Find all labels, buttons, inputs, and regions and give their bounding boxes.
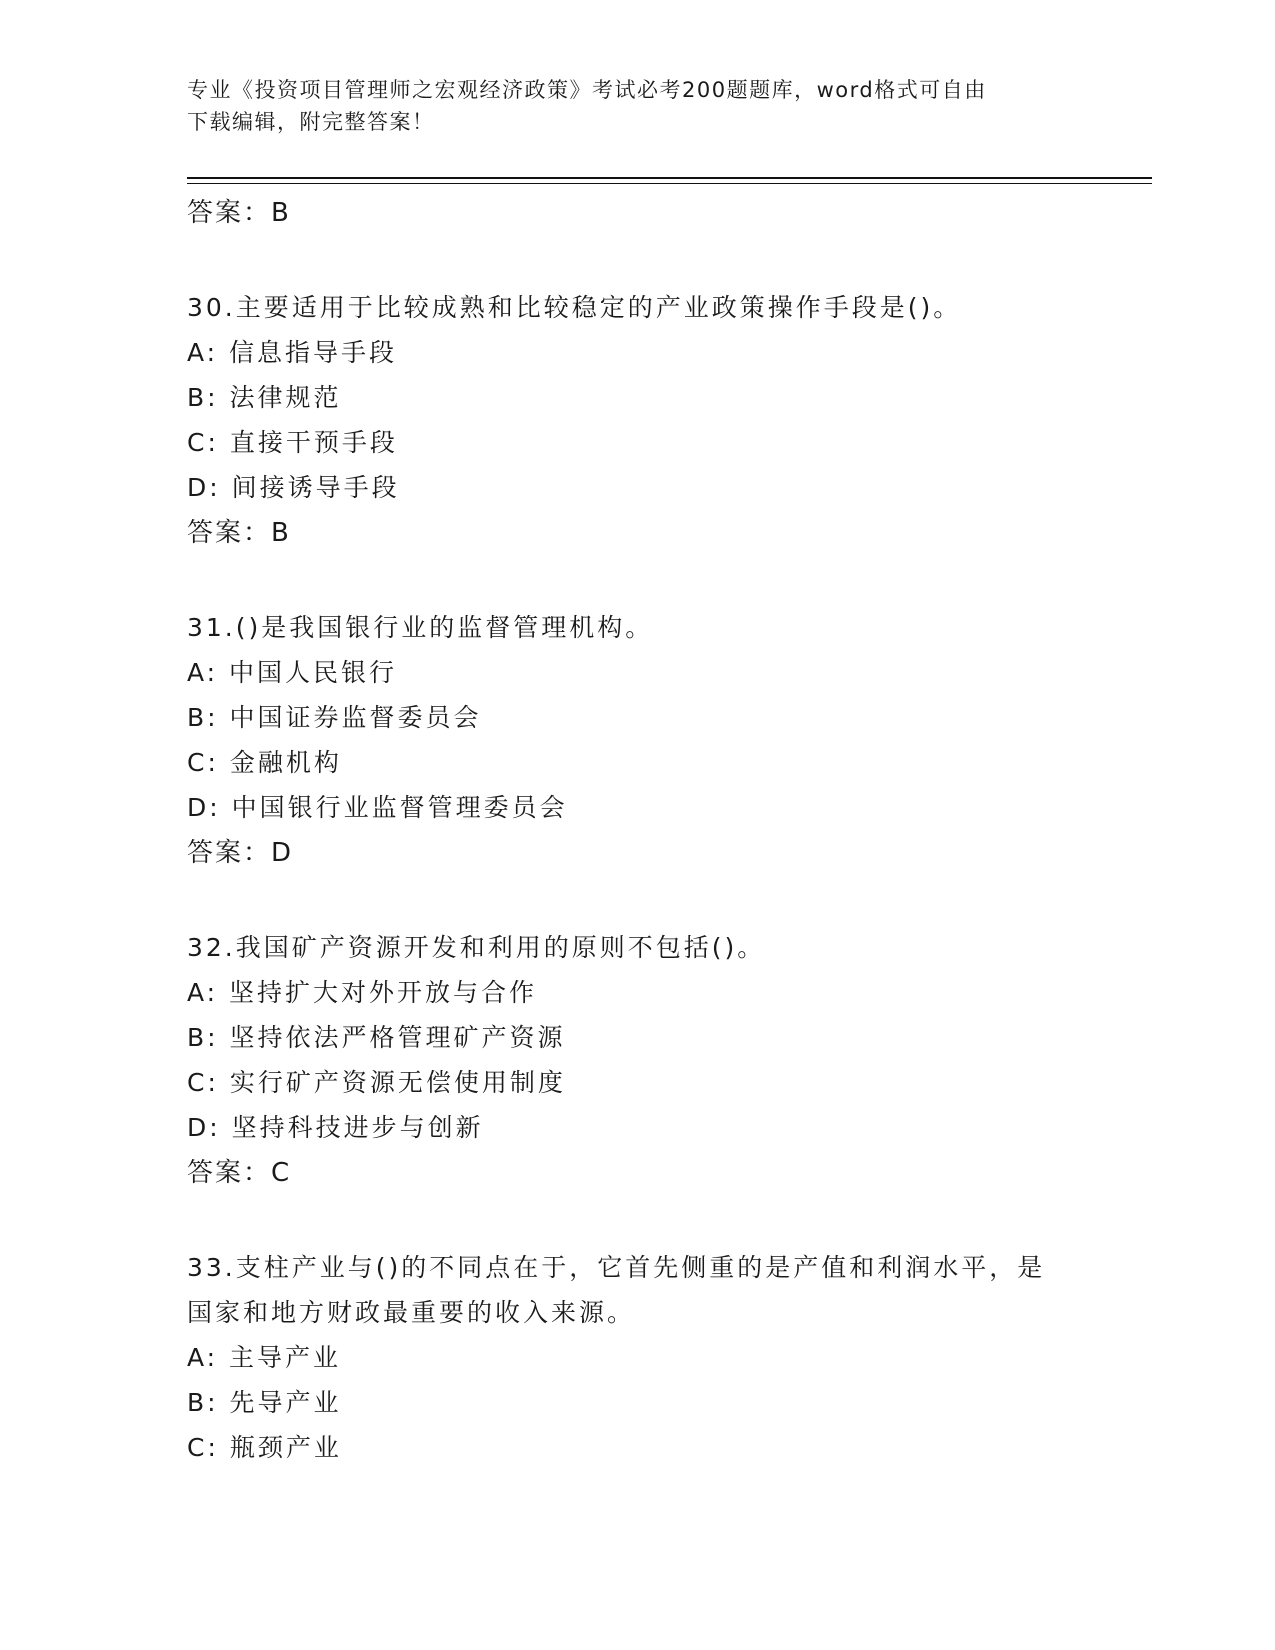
option-c: C: 金融机构 — [187, 748, 342, 777]
question-32 — [187, 925, 1087, 1196]
option-c: C: 瓶颈产业 — [187, 1433, 342, 1462]
question-stem: 32.我国矿产资源开发和利用的原则不包括()。 — [187, 933, 766, 962]
question-list — [187, 190, 1087, 1470]
option-c: C: 实行矿产资源无偿使用制度 — [187, 1068, 566, 1097]
option-d: D: 坚持科技进步与创新 — [187, 1113, 484, 1142]
option-a: A: 中国人民银行 — [187, 658, 398, 687]
question-stem: 31.()是我国银行业的监督管理机构。 — [187, 613, 654, 642]
header-divider-thin — [187, 183, 1152, 184]
document-header — [187, 74, 1087, 138]
option-d: D: 中国银行业监督管理委员会 — [187, 793, 568, 822]
option-a: A: 主导产业 — [187, 1343, 342, 1372]
question-30 — [187, 285, 1087, 556]
previous-answer: 答案：B — [187, 198, 291, 228]
question-stem-line-1: 33.支柱产业与()的不同点在于，它首先侧重的是产值和利润水平，是 — [187, 1253, 1046, 1282]
header-line-2: 下载编辑，附完整答案！ — [187, 110, 435, 134]
answer: 答案：C — [187, 1158, 292, 1188]
question-31 — [187, 605, 1087, 876]
header-line-1: 专业《投资项目管理师之宏观经济政策》考试必考200题题库，word格式可自由 — [187, 78, 987, 102]
question-stem: 30.主要适用于比较成熟和比较稳定的产业政策操作手段是()。 — [187, 293, 962, 322]
question-stem-line-2: 国家和地方财政最重要的收入来源。 — [187, 1298, 636, 1327]
header-divider-thick — [187, 177, 1152, 179]
option-b: B: 法律规范 — [187, 383, 342, 412]
option-c: C: 直接干预手段 — [187, 428, 398, 457]
question-33 — [187, 1245, 1087, 1470]
option-d: D: 间接诱导手段 — [187, 473, 400, 502]
option-b: B: 先导产业 — [187, 1388, 342, 1417]
option-a: A: 信息指导手段 — [187, 338, 398, 367]
answer: 答案：B — [187, 518, 291, 548]
answer: 答案：D — [187, 838, 294, 868]
option-a: A: 坚持扩大对外开放与合作 — [187, 978, 538, 1007]
option-b: B: 中国证券监督委员会 — [187, 703, 482, 732]
option-b: B: 坚持依法严格管理矿产资源 — [187, 1023, 566, 1052]
